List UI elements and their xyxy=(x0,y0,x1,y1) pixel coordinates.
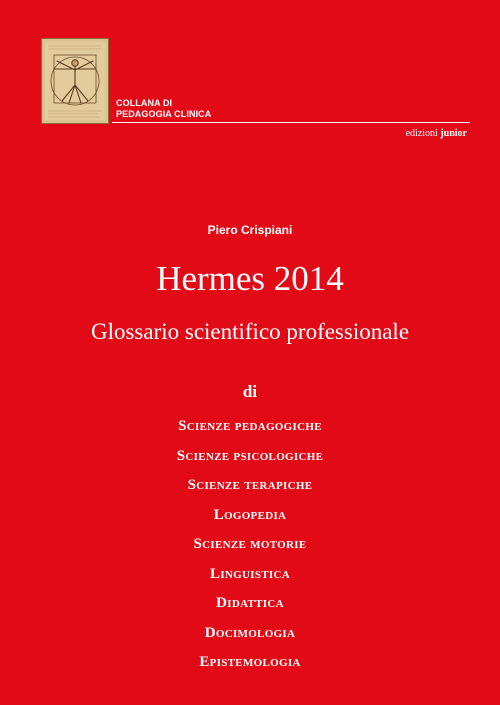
topic-item: Scienze psicologiche xyxy=(176,447,324,464)
publisher-name-bold: junior xyxy=(440,128,467,139)
topic-item: Didattica xyxy=(216,595,284,611)
topic-item: Scienze pedagogiche xyxy=(178,418,322,434)
topic-item: Scienze motorie xyxy=(193,536,307,552)
author-name: Piero Crispiani xyxy=(207,223,293,237)
series-divider xyxy=(112,122,222,123)
publisher-divider xyxy=(222,122,470,123)
publisher-name xyxy=(406,128,467,139)
book-title: Hermes 2014 xyxy=(156,259,344,298)
series-label xyxy=(116,98,211,120)
topics-list xyxy=(0,412,500,678)
topic-item: Logopedia xyxy=(213,506,287,523)
series-line-1: COLLANA DI xyxy=(116,98,173,108)
series-line-2: PEDAGOGIA CLINICA xyxy=(116,109,212,119)
publisher-name-regular: edizioni xyxy=(405,128,438,139)
topic-item: Docimologia xyxy=(204,624,296,641)
di-label: di xyxy=(242,382,258,401)
book-subtitle: Glossario scientifico professionale xyxy=(90,319,410,344)
vitruvian-man-icon xyxy=(41,38,109,124)
topic-item: Linguistica xyxy=(210,565,290,582)
topic-item: Scienze terapiche xyxy=(187,477,313,493)
topic-item: Epistemologia xyxy=(199,654,301,670)
